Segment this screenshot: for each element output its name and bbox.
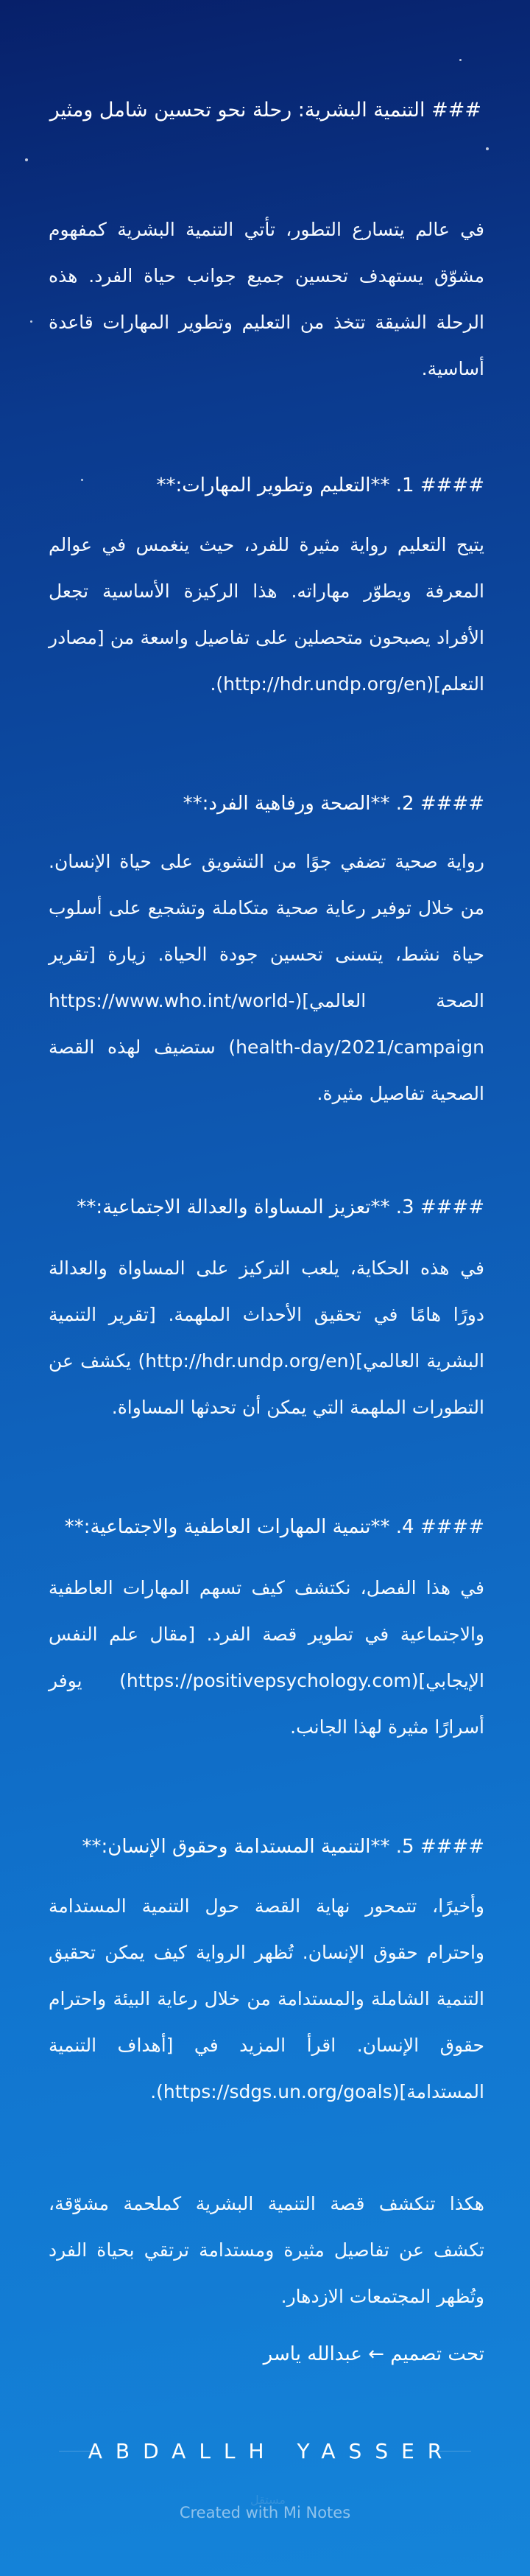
section-text-1: يتيح التعليم رواية مثيرة للفرد، حيث ينغمس في عوالم المعرفة ويطوّر مهاراته. هذا الركيزة الأساسية تجعل الأفراد يصبحون متحصلين على تفاصيل واسعة من [مصادر التعلم](http://hdr.undp.org/en). (49, 534, 484, 695)
section-text-5: وأخيرًا، تتمحور نهاية القصة حول التنمية المستدامة واحترام حقوق الإنسان. تُظهر الرواية كيف يمكن تحقيق التنمية الشاملة والمستدامة من خلال رعاية البيئة واحترام حقوق الإنسان. اقرأ المزيد في [أهداف التنمية المستدامة](https://sdgs.un.org/goals). (49, 1895, 484, 2102)
section-text-3: في هذه الحكاية، يلعب التركيز على المساواة والعدالة دورًا هامًا في تحقيق الأحداث الملهمة. [تقرير التنمية البشرية العالمي](http://hdr.undp.org/en) يكشف عن التطورات الملهمة التي يمكن أن تحدثها المساواة. (49, 1257, 484, 1418)
sparkle-dot-icon (30, 320, 32, 323)
note-footer (0, 2431, 530, 2576)
section-heading-1: #### 1. **التعليم وتطوير المهارات:** (156, 474, 484, 496)
section-heading-3: #### 3. **تعزيز المساواة والعدالة الاجتماعية:** (77, 1196, 484, 1218)
section-text-4: في هذا الفصل، نكتشف كيف تسهم المهارات العاطفية والاجتماعية في تطوير قصة الفرد. [مقال علم النفس الإيجابي](https://positivepsychology.com) يوفر أسرارًا مثيرة لهذا الجانب. (49, 1577, 484, 1738)
signature-line: تحت تصميم ← عبدالله ياسر (263, 2343, 484, 2365)
sparkle-dot-icon (459, 59, 462, 61)
conclusion-paragraph: هكذا تنكشف قصة التنمية البشرية كملحمة مشوّقة، تكشف عن تفاصيل مثيرة ومستدامة ترتقي بحياة الفرد وتُظهر المجتمعات الازدهار. (49, 2193, 484, 2307)
section-heading-4: #### 4. **تنمية المهارات العاطفية والاجتماعية:** (64, 1516, 484, 1538)
intro-paragraph: في عالم يتسارع التطور، تأتي التنمية البشرية كمفهوم مشوّق يستهدف تحسين جميع جوانب حياة الفرد. هذه الرحلة الشيقة تتخذ من التعليم وتطوير المهارات قاعدة أساسية. (49, 219, 484, 379)
sparkle-dot-icon (25, 158, 28, 161)
section-text-2: رواية صحية تضفي جوًا من التشويق على حياة الإنسان. من خلال توفير رعاية صحية متكاملة وتشجيع على أسلوب حياة نشط، يتسنى تحسين جودة الحياة. زيارة [تقرير الصحة العالمي](https://www.who.int/world-health-day/2021/campaign) ستضيف لهذه القصة الصحية تفاصيل مثيرة. (49, 851, 484, 1104)
sparkle-dot-icon (486, 147, 489, 150)
watermark-text: Created with Mi Notes (179, 2504, 351, 2521)
author-name: ABDALLH YASSER (88, 2439, 456, 2463)
document-title: ### التنمية البشرية: رحلة نحو تحسين شامل ومثير (49, 99, 481, 122)
section-heading-5: #### 5. **التنمية المستدامة وحقوق الإنسان:** (82, 1836, 484, 1858)
section-heading-2: #### 2. **الصحة ورفاهية الفرد:** (183, 793, 484, 815)
watermark-tag: مستقل (250, 2493, 286, 2507)
